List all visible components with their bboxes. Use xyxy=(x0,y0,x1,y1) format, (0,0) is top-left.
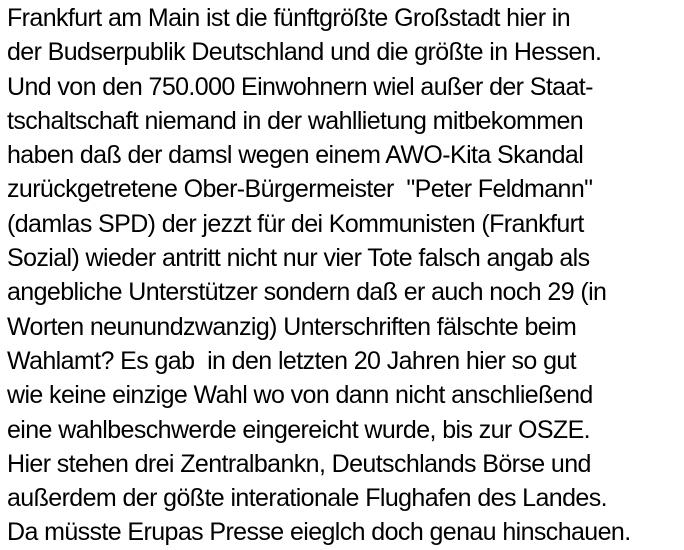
text-line: haben daß der damsl wegen einem AWO-Kita Skandal xyxy=(7,141,584,170)
text-line: angebliche Unterstützer sondern daß er auch noch 29 (in xyxy=(7,278,607,307)
text-line: tschaltschaft niemand in der wahllietung mitbekommen xyxy=(7,106,584,135)
text-line: wie keine einzige Wahl wo von dann nicht anschließend xyxy=(7,381,593,410)
text-line: zurückgetretene Ober-Bürgermeister "Peter Feldmann" xyxy=(7,175,593,204)
text-line: der Budserpublik Deutschland und die größte in Hessen. xyxy=(7,38,602,67)
text-line: eine wahlbeschwerde eingereicht wurde, bis zur OSZE. xyxy=(7,415,590,444)
text-line: Worten neunundzwanzig) Unterschriften fälschte beim xyxy=(7,312,577,341)
text-line: Da müsste Erupas Presse eieglch doch genau hinschauen. xyxy=(7,518,631,547)
text-line: außerdem der gößte interationale Flughafen des Landes. xyxy=(7,484,607,513)
text-line: Hier stehen drei Zentralbankn, Deutschlands Börse und xyxy=(7,449,591,478)
text-line: Sozial) wieder antritt nicht nur vier Tote falsch angab als xyxy=(7,244,590,273)
text-line: Und von den 750.000 Einwohnern wiel außer der Staat- xyxy=(7,72,593,101)
text-line: Frankfurt am Main ist die fünftgrößte Großstadt hier in xyxy=(7,4,571,32)
text-line: Wahlamt? Es gab in den letzten 20 Jahren hier so gut xyxy=(7,346,577,375)
text-line: (damlas SPD) der jezzt für dei Kommunisten (Frankfurt xyxy=(7,209,584,238)
